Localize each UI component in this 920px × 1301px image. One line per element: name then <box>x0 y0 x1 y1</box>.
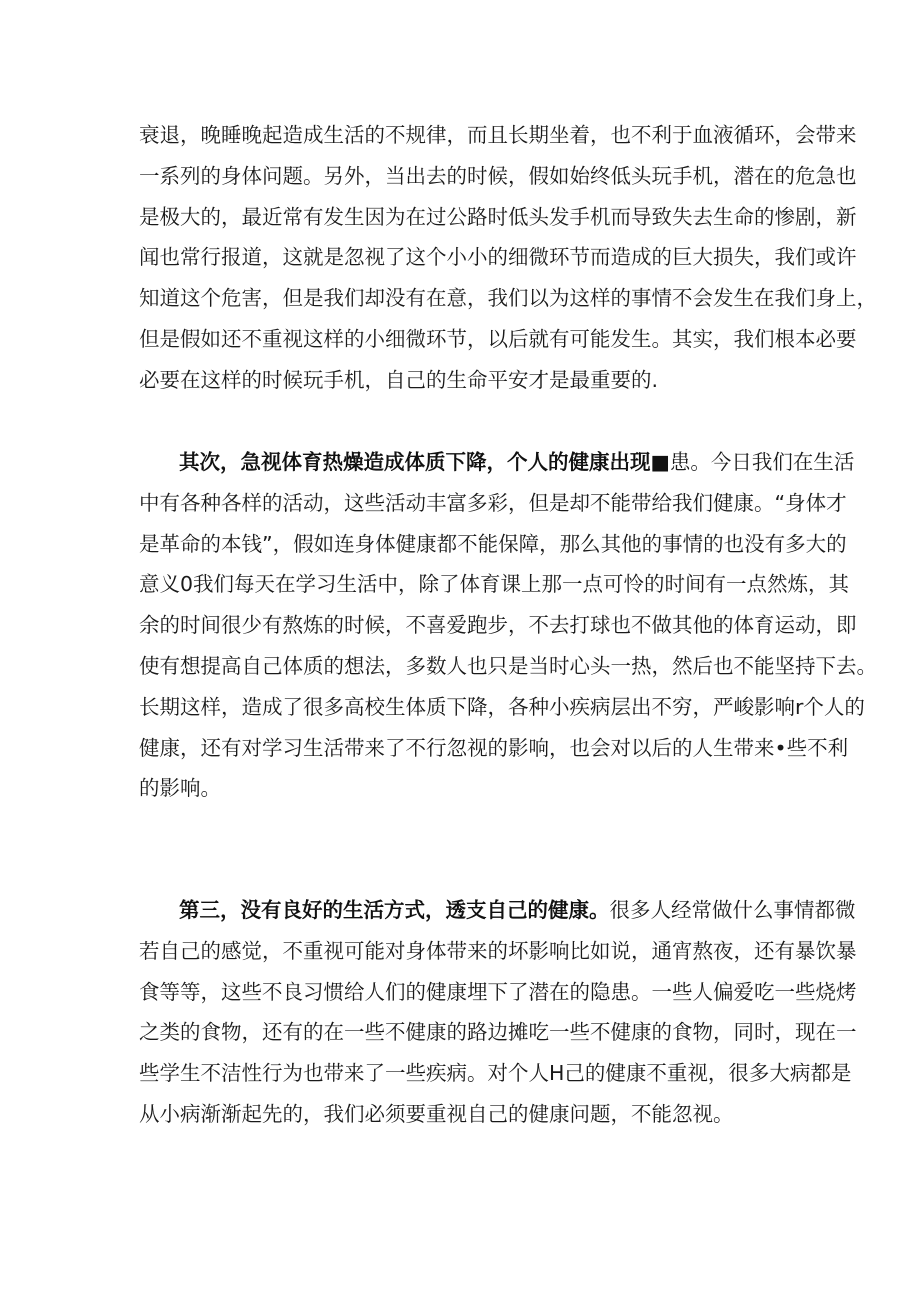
paragraph-3-first-line-rest: 很多人经常做什么事情都微 <box>609 898 856 922</box>
paragraph-2 <box>139 442 877 809</box>
paragraph-2-line: 是革命的本钱”，假如连身体健康都不能保障，那么其他的事情的也没有多大的 <box>139 531 847 556</box>
paragraph-2-first-line <box>139 442 855 483</box>
paragraph-3-first-line <box>139 890 856 931</box>
paragraph-3-line: 些学生不洁性行为也带来了一些疾病。对个人H己的健康不重视，很多大病都是 <box>139 1061 852 1086</box>
paragraph-1-line: 必要在这样的时候玩手机，自己的生命平安才是最重要的. <box>139 367 659 392</box>
paragraph-3-line: 从小病渐渐起先的，我们必须要重视自己的健康问题，不能忽视。 <box>139 1101 734 1126</box>
paragraph-2-first-line-rest: 患。今日我们在生活 <box>669 450 855 474</box>
paragraph-3-line: 食等等，这些不良习惯给人们的健康埋下了潜在的隐患。一些人偏爱吃一些烧烤 <box>139 979 857 1004</box>
paragraph-2-line: 余的时间很少有熬炼的时候，不喜爱跑步，不去打球也不做其他的体育运动，即 <box>139 613 857 638</box>
paragraph-1-line: 知道这个危害，但是我们却没有在意，我们以为这样的事情不会发生在我们身上， <box>139 286 877 311</box>
paragraph-1-line: 一系列的身体问题。另外，当出去的时候，假如始终低头玩手机，潜在的危急也 <box>139 163 857 188</box>
paragraph-1-line: 衰退，晚睡晚起造成生活的不规律，而且长期坐着，也不利于血液循环，会带来 <box>139 123 857 147</box>
paragraph-2-line: 健康，还有对学习生活带来了不行忽视的影响，也会对以后的人生带来•些不利 <box>139 735 849 760</box>
paragraph-3-lead-heading: 第三，没有良好的生活方式，透支自己的健康。 <box>179 898 610 922</box>
paragraph-2-line: 长期这样，造成了很多高校生体质下降，各种小疾病层出不穷，严峻影响r个人的 <box>139 694 865 719</box>
paragraph-2-lead-heading: 其次，急视体育热燥造成体质下降，个人的健康出现■ <box>179 450 670 474</box>
paragraph-2-line: 的影响。 <box>139 776 221 801</box>
paragraph-1-line: 闻也常行报道，这就是忽视了这个小小的细微环节而造成的巨大损失，我们或许 <box>139 245 857 270</box>
paragraph-2-line: 使有想提高自己体质的想法，多数人也只是当时心头一热，然后也不能坚持下去。 <box>139 653 877 678</box>
paragraph-1-line: 但是假如还不重视这样的小细微环节，以后就有可能发生。其实，我们根本必要 <box>139 326 857 351</box>
paragraph-3-line: 之类的食物，还有的在一些不健康的路边摊吃一些不健康的食物，同时，现在一 <box>139 1020 857 1045</box>
paragraph-2-line: 中有各种各样的活动，这些活动丰富多彩，但是却不能带给我们健康。“身体才 <box>139 490 847 515</box>
paragraph-2-line: 意义0我们每天在学习生活中，除了体育课上那一点可怜的时间有一点然炼，其 <box>139 572 850 597</box>
paragraph-1 <box>139 115 877 401</box>
paragraph-3 <box>139 890 857 1135</box>
paragraph-1-line: 是极大的，最近常有发生因为在过公路时低头发手机而导致失去生命的惨剧，新 <box>139 204 857 229</box>
paragraph-3-line: 若自己的感觉，不重视可能对身体带来的坏影响比如说，通宵熬夜，还有暴饮暴 <box>139 938 857 963</box>
